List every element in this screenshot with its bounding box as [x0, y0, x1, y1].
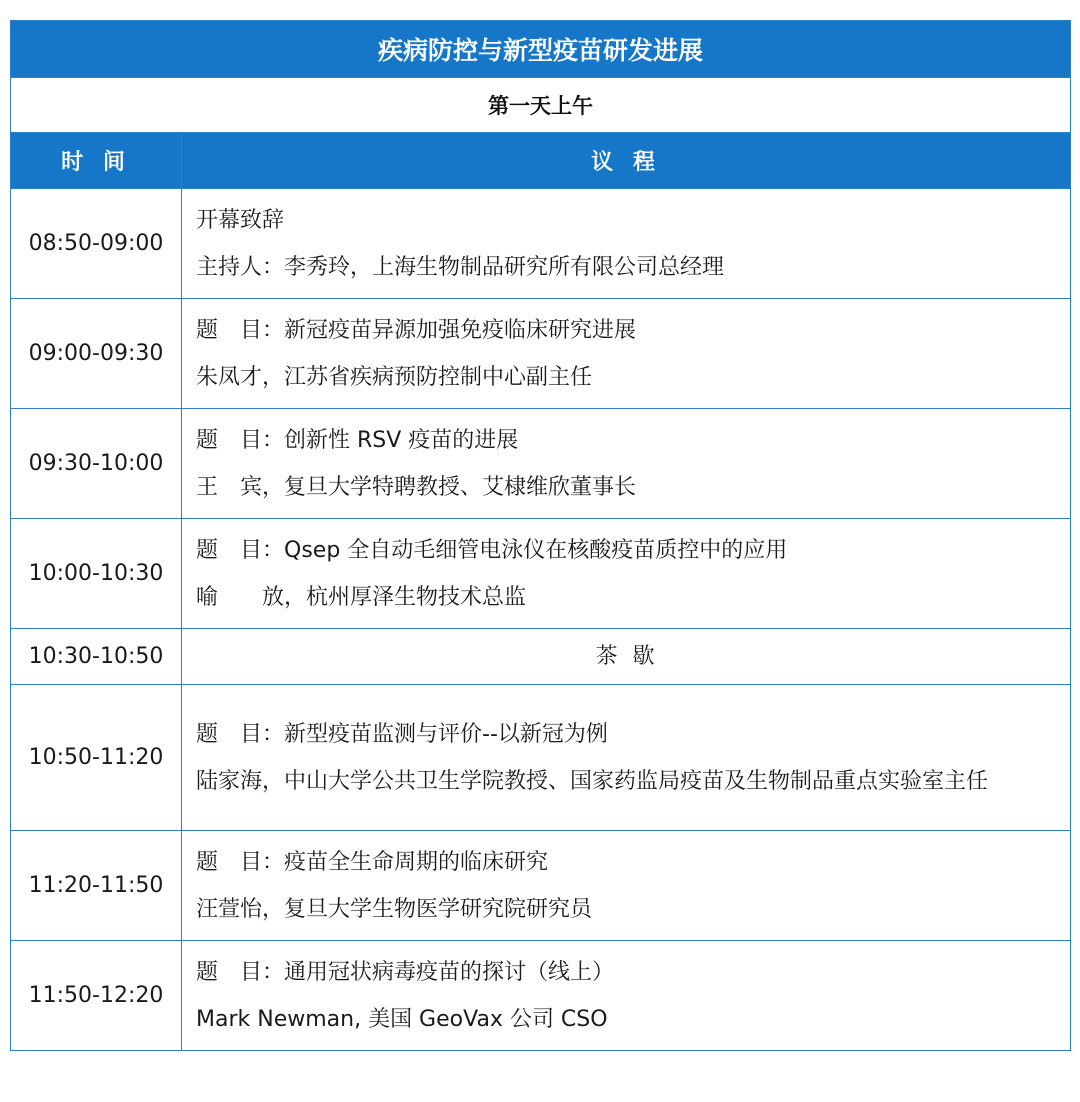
session-speaker: 汪萱怡，复旦大学生物医学研究院研究员 [196, 896, 593, 922]
agenda-title: 疾病防控与新型疫苗研发进展 [11, 21, 1071, 78]
session-label: 第一天上午 [11, 78, 1071, 133]
agenda-row [11, 685, 1071, 831]
tea-break-label: 茶 歇 [182, 629, 1071, 685]
session-row [11, 78, 1071, 133]
session-speaker: 朱凤才，江苏省疾病预防控制中心副主任 [196, 364, 593, 390]
time-slot: 10:00-10:30 [11, 519, 182, 629]
session-details [182, 299, 1071, 409]
time-slot: 08:50-09:00 [11, 189, 182, 299]
session-speaker: 喻 放，杭州厚泽生物技术总监 [196, 584, 527, 610]
session-topic: 题 目：Qsep 全自动毛细管电泳仪在核酸疫苗质控中的应用 [196, 537, 788, 563]
session-details [182, 831, 1071, 941]
time-slot: 09:00-09:30 [11, 299, 182, 409]
session-topic: 题 目：新冠疫苗异源加强免疫临床研究进展 [196, 317, 637, 343]
session-details [182, 189, 1071, 299]
time-slot: 11:20-11:50 [11, 831, 182, 941]
column-header-row [11, 133, 1071, 189]
session-speaker: 王 宾，复旦大学特聘教授、艾棣维欣董事长 [196, 474, 637, 500]
session-topic: 题 目：通用冠状病毒疫苗的探讨（线上） [196, 959, 615, 985]
session-topic: 题 目：创新性 RSV 疫苗的进展 [196, 427, 519, 453]
session-topic: 开幕致辞 [196, 207, 285, 233]
time-slot: 09:30-10:00 [11, 409, 182, 519]
agenda-row [11, 831, 1071, 941]
session-details [182, 685, 1071, 831]
agenda-column-header: 议 程 [182, 133, 1071, 189]
time-slot: 10:30-10:50 [11, 629, 182, 685]
session-speaker: 陆家海，中山大学公共卫生学院教授、国家药监局疫苗及生物制品重点实验室主任 [196, 768, 989, 794]
time-slot: 11:50-12:20 [11, 941, 182, 1051]
time-slot: 10:50-11:20 [11, 685, 182, 831]
session-details [182, 519, 1071, 629]
session-details [182, 409, 1071, 519]
agenda-row [11, 519, 1071, 629]
agenda-row [11, 189, 1071, 299]
agenda-row [11, 941, 1071, 1051]
session-speaker: 主持人：李秀玲，上海生物制品研究所有限公司总经理 [196, 254, 725, 280]
break-row [11, 629, 1071, 685]
session-topic: 题 目：疫苗全生命周期的临床研究 [196, 849, 549, 875]
title-row [11, 21, 1071, 78]
agenda-row [11, 299, 1071, 409]
agenda-table [10, 20, 1071, 1051]
time-column-header: 时 间 [11, 133, 182, 189]
agenda-row [11, 409, 1071, 519]
session-speaker: Mark Newman, 美国 GeoVax 公司 CSO [196, 1006, 608, 1032]
session-details [182, 941, 1071, 1051]
session-topic: 题 目：新型疫苗监测与评价--以新冠为例 [196, 721, 608, 747]
